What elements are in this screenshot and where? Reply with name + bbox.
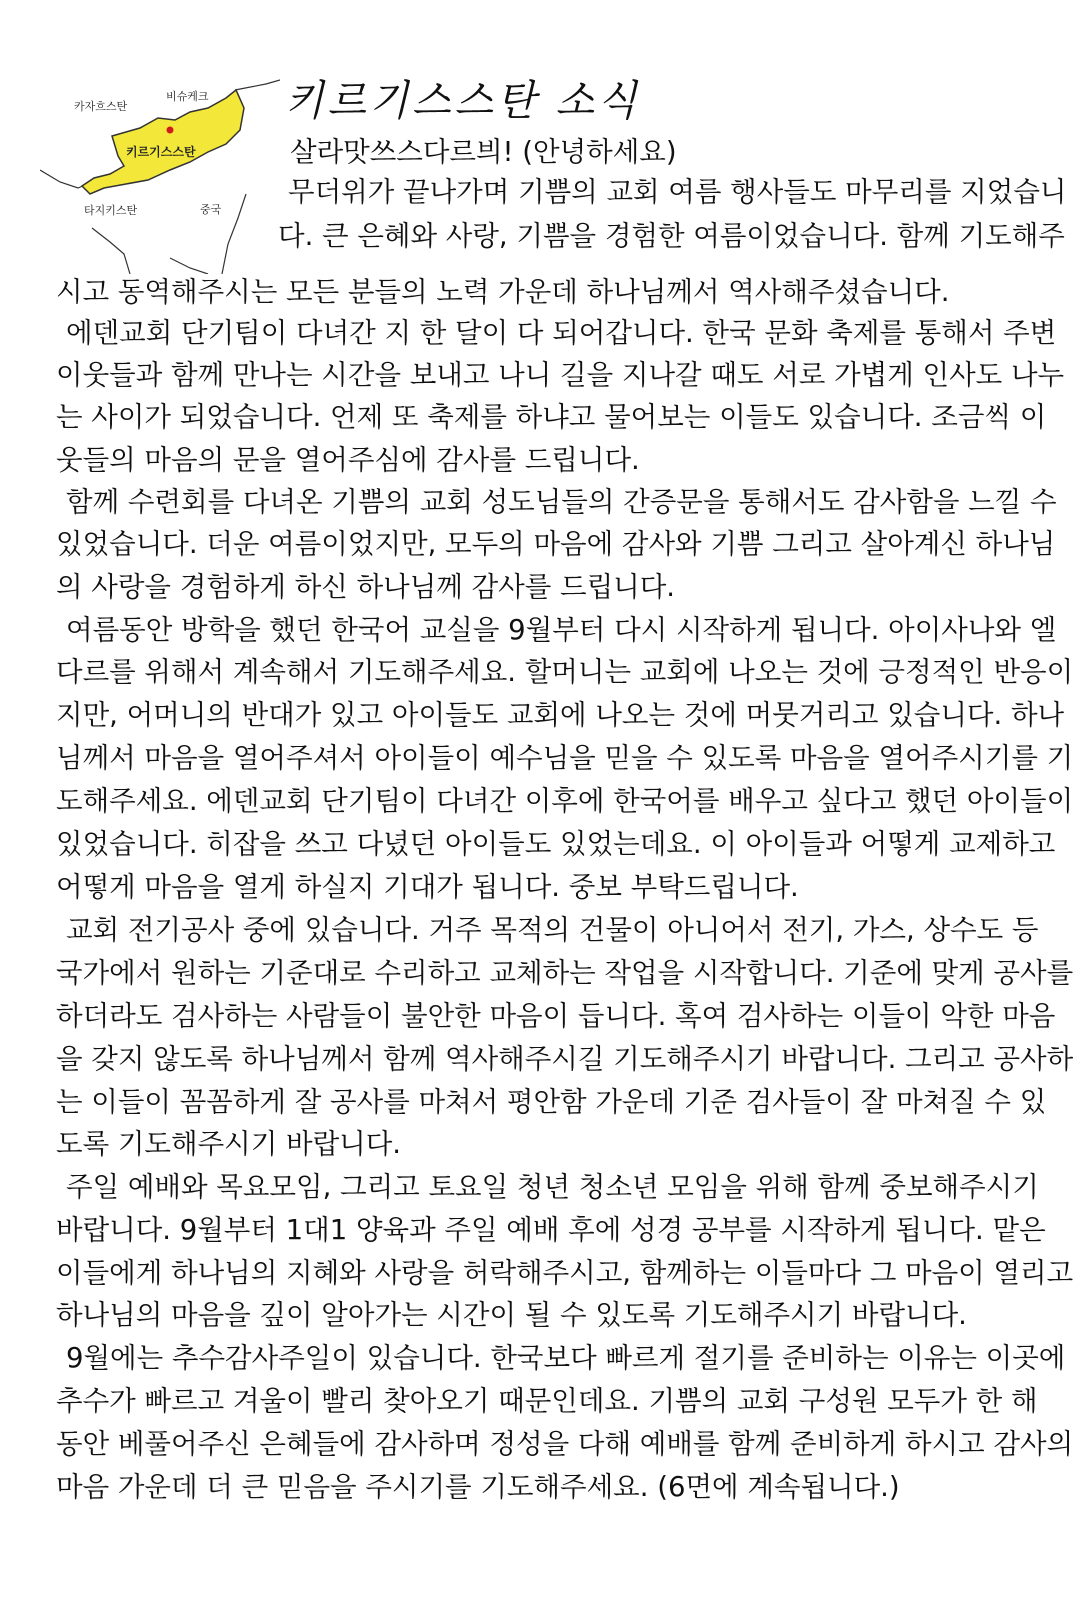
- body-line: 주일 예배와 목요모임, 그리고 토요일 청년 청소년 모임을 위해 함께 중보해주시기: [66, 1171, 1039, 1203]
- body-line: 바랍니다. 9월부터 1대1 양육과 주일 예배 후에 성경 공부를 시작하게 됩니다. 맡은: [56, 1214, 1046, 1246]
- continued-note-line: 마음 가운데 더 큰 믿음을 주시기를 기도해주세요. (6면에 계속됩니다.): [56, 1471, 900, 1503]
- body-line: 의 사랑을 경험하게 하신 하나님께 감사를 드립니다.: [56, 571, 676, 603]
- body-line: 다. 큰 은혜와 사랑, 기쁨을 경험한 여름이었습니다. 함께 기도해주: [278, 220, 1065, 252]
- body-line: 하나님의 마음을 깊이 알아가는 시간이 될 수 있도록 기도해주시기 바랍니다.: [56, 1299, 967, 1331]
- kyrgyzstan-map-illustration: [40, 78, 280, 274]
- body-line: 웃들의 마음의 문을 열어주심에 감사를 드립니다.: [56, 444, 640, 476]
- body-line: 도해주세요. 에덴교회 단기팀이 다녀간 이후에 한국어를 배우고 싶다고 했던 아이들이: [56, 785, 1074, 817]
- body-line: 교회 전기공사 중에 있습니다. 거주 목적의 건물이 아니어서 전기, 가스, 상수도 등: [66, 914, 1039, 946]
- body-line: 도록 기도해주시기 바랍니다.: [56, 1128, 402, 1160]
- body-line: 있었습니다. 더운 여름이었지만, 모두의 마음에 감사와 기쁨 그리고 살아계신 하나님: [56, 528, 1056, 560]
- map-label-kazakhstan: 카자흐스탄: [74, 100, 128, 113]
- map-svg: [40, 78, 280, 274]
- body-line: 국가에서 원하는 기준대로 수리하고 교체하는 작업을 시작합니다. 기준에 맞게 공사를: [56, 957, 1074, 989]
- bishkek-dot: [167, 127, 174, 134]
- body-line: 무더위가 끝나가며 기쁨의 교회 여름 행사들도 마무리를 지었습니: [288, 176, 1067, 208]
- body-line: 동안 베풀어주신 은혜들에 감사하며 정성을 다해 예배를 함께 준비하게 하시고 감사의: [56, 1428, 1074, 1460]
- body-line: 여름동안 방학을 했던 한국어 교실을 9월부터 다시 시작하게 됩니다. 아이사나와 엘: [66, 614, 1057, 646]
- body-line: 함께 수련회를 다녀온 기쁨의 교회 성도님들의 간증문을 통해서도 감사함을 느낄 수: [66, 486, 1057, 518]
- body-line: 추수가 빠르고 겨울이 빨리 찾아오기 때문인데요. 기쁨의 교회 구성원 모두가 한 해: [56, 1385, 1038, 1417]
- body-line: 시고 동역해주시는 모든 분들의 노력 가운데 하나님께서 역사해주셨습니다.: [56, 276, 950, 308]
- body-line: 다르를 위해서 계속해서 기도해주세요. 할머니는 교회에 나오는 것에 긍정적인 반응이: [56, 656, 1074, 688]
- body-line: 을 갖지 않도록 하나님께서 함께 역사해주시길 기도해주시기 바랍니다. 그리고 공사하: [56, 1043, 1074, 1075]
- body-line: 이들에게 하나님의 지혜와 사랑을 허락해주시고, 함께하는 이들마다 그 마음이 열리고: [56, 1257, 1074, 1289]
- greeting-line: 살라맛쓰스다르븨! (안녕하세요): [290, 136, 677, 168]
- body-line: 하더라도 검사하는 사람들이 불안한 마음이 듭니다. 혹여 검사하는 이들이 악한 마음: [56, 1000, 1056, 1032]
- body-line: 는 사이가 되었습니다. 언제 또 축제를 하냐고 물어보는 이들도 있습니다. 조금씩 이: [56, 401, 1047, 433]
- map-label-bishkek: 비슈케크: [166, 90, 209, 103]
- body-line: 9월에는 추수감사주일이 있습니다. 한국보다 빠르게 절기를 준비하는 이유는 이곳에: [66, 1342, 1066, 1374]
- map-label-china: 중국: [200, 203, 222, 216]
- map-label-tajikistan: 타지키스탄: [84, 204, 138, 217]
- body-line: 는 이들이 꼼꼼하게 잘 공사를 마쳐서 평안함 가운데 기준 검사들이 잘 마쳐질 수 있: [56, 1086, 1047, 1118]
- body-line: 지만, 어머니의 반대가 있고 아이들도 교회에 나오는 것에 머뭇거리고 있습니다. 하나: [56, 699, 1065, 731]
- body-line: 어떻게 마음을 열게 하실지 기대가 됩니다. 중보 부탁드립니다.: [56, 871, 799, 903]
- body-line: 있었습니다. 히잡을 쓰고 다녔던 아이들도 있었는데요. 이 아이들과 어떻게 교제하고: [56, 828, 1056, 860]
- body-line: 에덴교회 단기팀이 다녀간 지 한 달이 다 되어갑니다. 한국 문화 축제를 통해서 주변: [66, 317, 1057, 349]
- body-line: 이웃들과 함께 만나는 시간을 보내고 나니 길을 지나갈 때도 서로 가볍게 인사도 나누: [56, 359, 1065, 391]
- body-line: 님께서 마음을 열어주셔서 아이들이 예수님을 믿을 수 있도록 마음을 열어주시기를 기: [56, 742, 1074, 774]
- page-title: 키르기스스탄 소식: [285, 76, 641, 125]
- map-label-kyrgyzstan: 키르기스스탄: [126, 145, 196, 159]
